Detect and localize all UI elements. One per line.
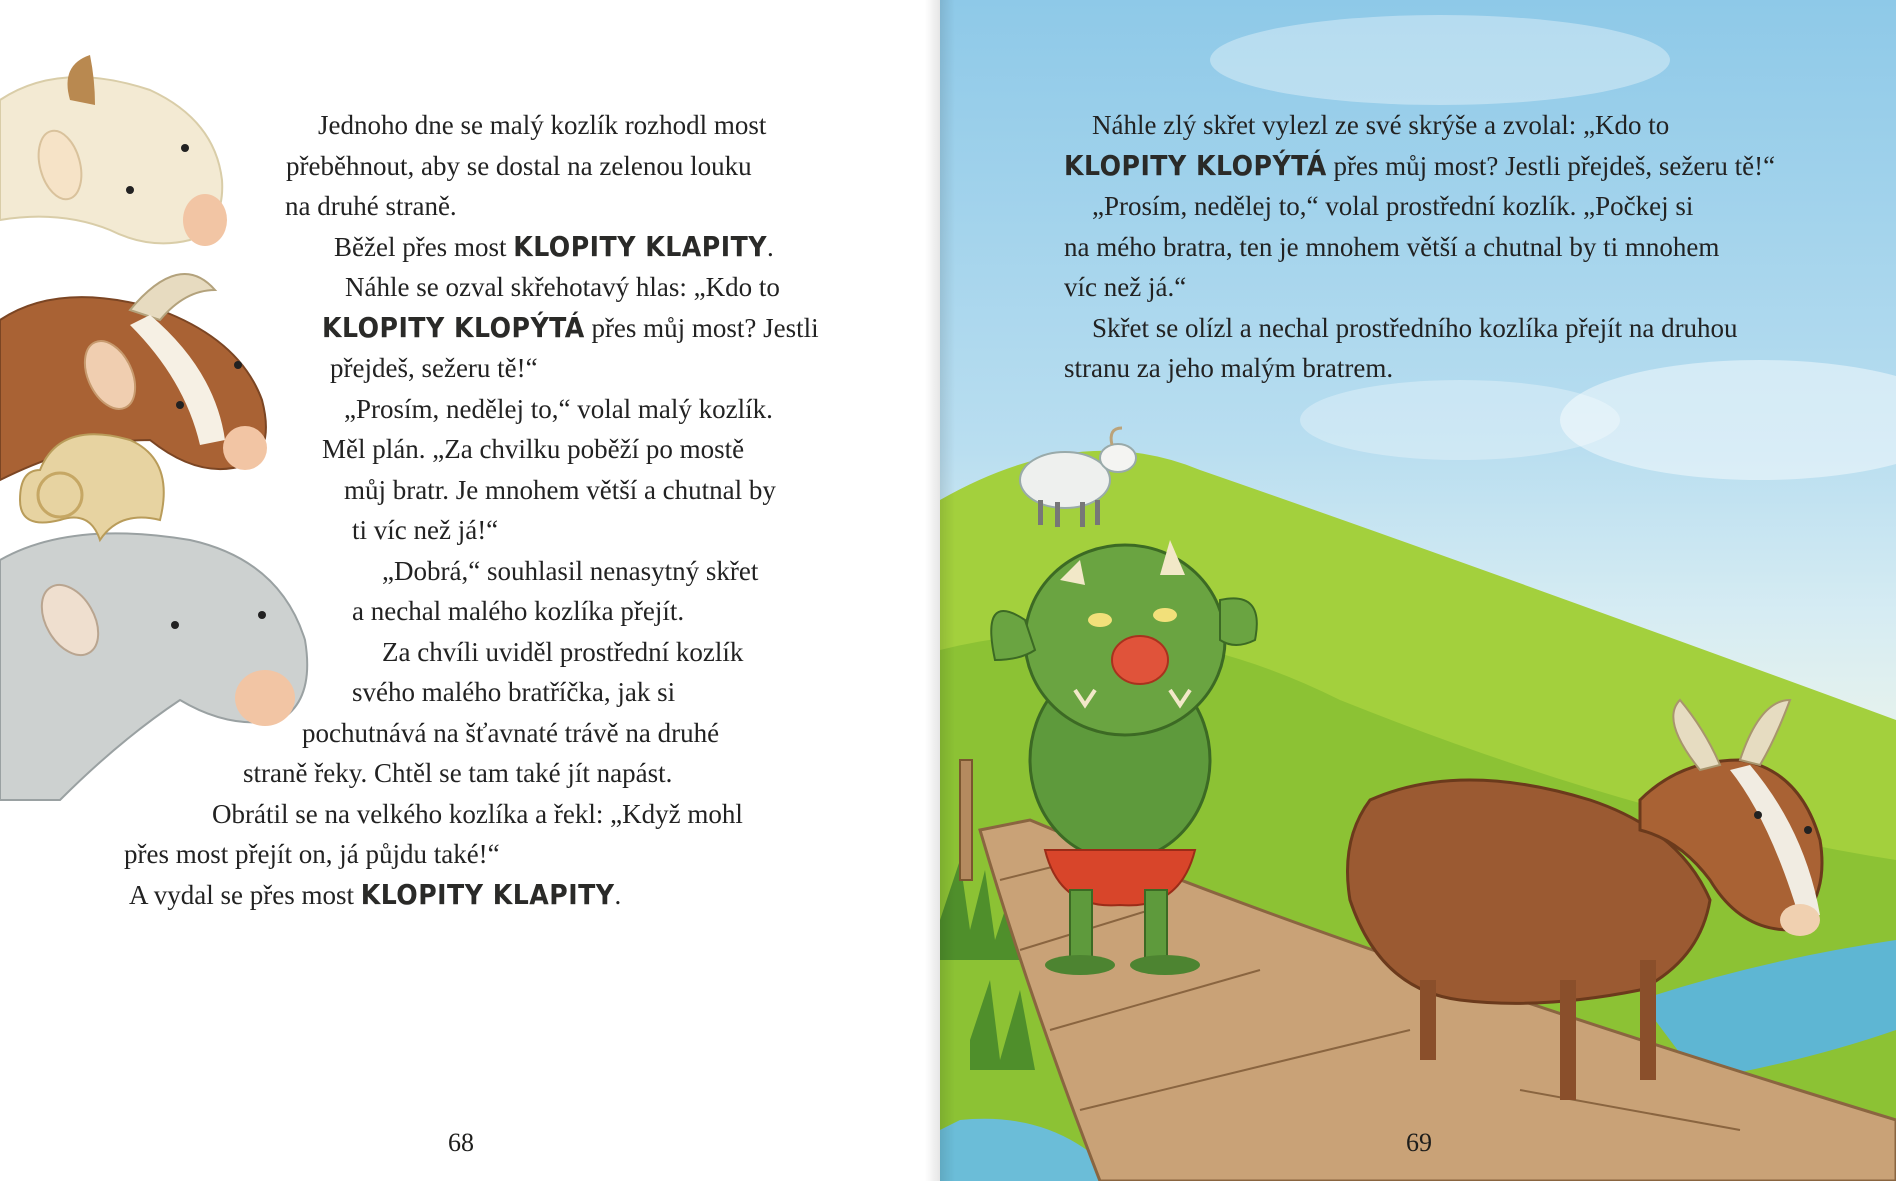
left-line-20: A vydal se přes most KLOPITY KLAPITY. xyxy=(129,877,622,911)
left-line-11: ti víc než já!“ xyxy=(352,515,499,545)
left-line-3: na druhé straně. xyxy=(285,191,457,221)
left-line-7: přejdeš, sežeru tě!“ xyxy=(330,353,538,383)
right-line-5: víc než já.“ xyxy=(1064,272,1187,302)
page-number-left: 68 xyxy=(448,1128,474,1157)
left-line-8: „Prosím, nedělej to,“ volal malý kozlík. xyxy=(344,393,773,424)
left-line-18: Obrátil se na velkého kozlíka a řekl: „Když mohl xyxy=(212,798,743,829)
klopity-klopyta-keyword: KLOPITY KLOPÝTÁ xyxy=(1064,148,1327,182)
left-line-10: můj bratr. Je mnohem větší a chutnal by xyxy=(344,474,776,505)
right-line-2: KLOPITY KLOPÝTÁ přes můj most? Jestli přejdeš, sežeru tě!“ xyxy=(1064,148,1776,182)
right-line-7: stranu za jeho malým bratrem. xyxy=(1064,353,1394,383)
left-line-2: přeběhnout, aby se dostal na zelenou louku xyxy=(286,150,752,181)
left-line-19: přes most přejít on, já půjdu také!“ xyxy=(124,839,500,869)
left-line-13: a nechal malého kozlíka přejít. xyxy=(352,596,685,626)
right-page xyxy=(940,0,1896,1181)
left-line-17: straně řeky. Chtěl se tam také jít napást. xyxy=(243,758,673,788)
right-line-1: Náhle zlý skřet vylezl ze své skrýše a zvolal: „Kdo to xyxy=(1092,110,1670,140)
left-line-16: pochutnává na šťavnaté trávě na druhé xyxy=(302,717,720,748)
book-gutter xyxy=(925,0,955,1181)
left-page-text xyxy=(0,105,940,915)
klopity-klopyta-keyword: KLOPITY KLOPÝTÁ xyxy=(322,310,585,344)
left-line-5: Náhle se ozval skřehotavý hlas: „Kdo to xyxy=(345,272,780,302)
klopity-klapity-keyword: KLOPITY KLAPITY xyxy=(513,229,768,263)
left-line-9: Měl plán. „Za chvilku poběží po mostě xyxy=(322,434,745,464)
left-line-1: Jednoho dne se malý kozlík rozhodl most xyxy=(318,110,767,140)
page-number-right: 69 xyxy=(1406,1128,1432,1157)
klopity-klapity-keyword: KLOPITY KLAPITY xyxy=(360,877,615,911)
left-line-15: svého malého bratříčka, jak si xyxy=(352,677,676,707)
left-line-6: KLOPITY KLOPÝTÁ přes můj most? Jestli xyxy=(322,310,819,344)
right-line-6: Skřet se olízl a nechal prostředního kozlíka přejít na druhou xyxy=(1092,312,1738,343)
left-line-4: Běžel přes most KLOPITY KLAPITY. xyxy=(334,229,774,263)
right-line-3: „Prosím, nedělej to,“ volal prostřední kozlík. „Počkej si xyxy=(1092,191,1694,221)
right-line-4: na mého bratra, ten je mnohem větší a chutnal by ti mnohem xyxy=(1064,231,1720,262)
left-line-12: „Dobrá,“ souhlasil nenasytný skřet xyxy=(382,555,759,586)
left-line-14: Za chvíli uviděl prostřední kozlík xyxy=(382,636,744,667)
left-page xyxy=(0,0,940,1181)
right-page-text xyxy=(940,105,1896,389)
